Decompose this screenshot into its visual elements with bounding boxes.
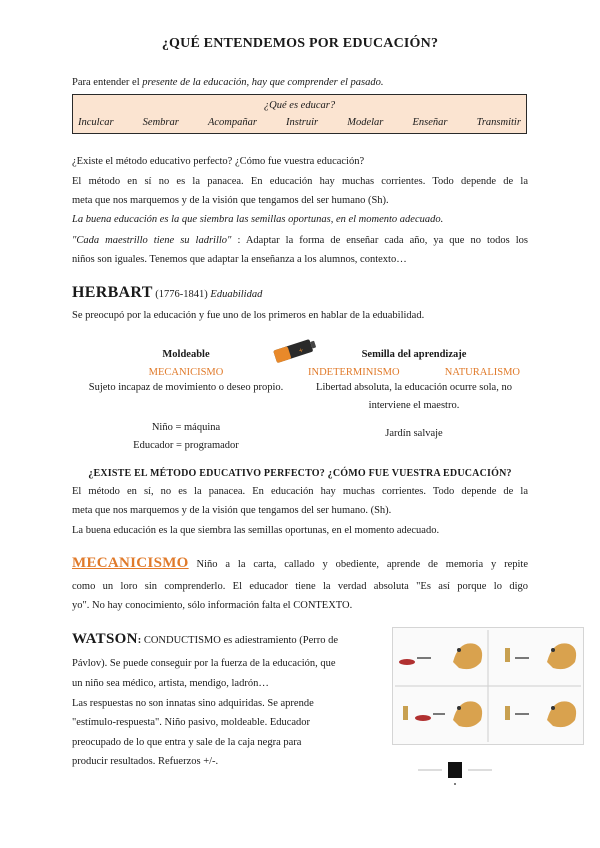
right-labels — [300, 365, 528, 380]
watson-line5: "estímulo-respuesta". Niño pasivo, moldeable. Educador — [72, 717, 311, 728]
section1-line5: niños son iguales. Tenemos que adaptar la enseñanza a los alumnos, contexto… — [72, 254, 407, 265]
watson-title: WATSON — [72, 631, 138, 647]
mecanicismo-title: MECANICISMO — [72, 555, 189, 571]
page-title: ¿QUÉ ENTENDEMOS POR EDUCACIÓN? — [161, 36, 439, 51]
term-ensenar: Enseñar — [412, 117, 448, 128]
watson-line1-rest: CONDUCTISMO es adiestramiento (Perro de — [143, 635, 339, 646]
box-question: ¿Qué es educar? — [263, 100, 336, 111]
mecanicismo-line1 — [72, 554, 528, 574]
box-terms — [78, 117, 521, 128]
term-sembrar: Sembrar — [142, 117, 179, 128]
term-acompanar: Acompañar — [207, 117, 257, 128]
watson-colon: : — [137, 635, 144, 646]
herbart-years: (1776-1841) — [152, 289, 211, 300]
comparison-right — [297, 346, 528, 441]
intro-prefix: Para entender el — [72, 77, 143, 88]
right-foot: Jardín salvaje — [385, 428, 443, 439]
section1-line3: La buena educación es la que siembra las semillas oportunas, en el momento adecuado. — [72, 214, 444, 225]
watson-line6: preocupado de lo que entra y sale de la caja negra para — [72, 737, 302, 748]
watson-line4: Las respuestas no son innatas sino adquiridas. Se aprende — [72, 698, 314, 709]
herbart-desc: Se preocupó por la educación y fue uno de los primeros en hablar de la eduabilidad. — [72, 310, 425, 321]
right-heading: Semilla del aprendizaje — [361, 349, 467, 360]
svg-text:+: + — [297, 346, 305, 355]
term-inculcar: Inculcar — [78, 117, 114, 128]
maestrillo-quote: "Cada maestrillo tiene su ladrillo" — [72, 235, 232, 246]
comparison-left — [72, 347, 300, 453]
left-eq1: Niño = máquina — [151, 422, 221, 433]
section1-line2: meta que nos marquemos y de la visión que tengamos del ser humano (Sh). — [72, 195, 389, 206]
intro-line — [72, 76, 528, 90]
term-instruir: Instruir — [286, 117, 319, 128]
section2-line1: El método en sí, no es la panacea. En educación hay muchas corrientes. Todo depende de la — [72, 486, 528, 497]
right-label-naturalismo: NATURALISMO — [444, 367, 520, 378]
left-desc: Sujeto incapaz de movimiento o deseo propio. — [88, 382, 284, 393]
section1-question: ¿Existe el método educativo perfecto? ¿Cómo fue vuestra educación? — [72, 156, 365, 167]
right-desc1: Libertad absoluta, la educación ocurre sola, no — [316, 382, 512, 393]
mecanicismo-line1-rest: Niño a la carta, callado y obediente, aprende de memoria y repite — [188, 559, 528, 570]
section1-line4-rest: : Adaptar la forma de enseñar cada año, ya que no todos los — [231, 235, 529, 246]
section2-heading: ¿EXISTE EL MÉTODO EDUCATIVO PERFECTO? ¿CÓMO FUE VUESTRA EDUCACIÓN? — [88, 468, 512, 479]
what-is-educating-box — [72, 94, 527, 134]
herbart-name: HERBART — [72, 284, 153, 301]
watson-line1 — [72, 630, 382, 650]
mecanicismo-line2: como un loro sin comprenderlo. El educador tiene la verdad absoluta "Es así porque lo digo — [72, 581, 528, 592]
section2-line3: La buena educación es la que siembra las semillas oportunas, en el momento adecuado. — [72, 525, 440, 536]
right-label-indeterminismo: INDETERMINISMO — [308, 367, 400, 378]
left-eq2: Educador = programador — [133, 440, 239, 451]
watson-line7: producir resultados. Refuerzos +/-. — [72, 756, 219, 767]
intro-italic: presente de la educación, hay que comprender el pasado. — [142, 77, 384, 88]
pavlov-conditioning-figure — [392, 627, 584, 745]
right-desc2: interviene el maestro. — [368, 400, 460, 411]
black-box-diagram — [392, 760, 582, 790]
section1-line4 — [72, 234, 528, 248]
mecanicismo-line3: yo". No hay conocimiento, sólo información falta el CONTEXTO. — [72, 600, 353, 611]
left-heading: Moldeable — [162, 349, 210, 360]
herbart-concept: Eduabilidad — [210, 289, 263, 300]
section1-line1: El método en sí no es la panacea. En educación hay muchas corrientes. Todo depende de la — [72, 176, 528, 187]
term-transmitir: Transmitir — [476, 117, 521, 128]
herbart-heading — [72, 284, 262, 302]
watson-line3: un niño sea médico, artista, mendigo, ladrón… — [72, 678, 269, 689]
section2-line2: meta que nos marquemos y de la visión que tengamos del ser humano. (Sh). — [72, 505, 392, 516]
left-label: MECANICISMO — [148, 367, 224, 378]
term-modelar: Modelar — [347, 117, 384, 128]
watson-line2: Pávlov). Se puede conseguir por la fuerza de la educación, que — [72, 658, 336, 669]
